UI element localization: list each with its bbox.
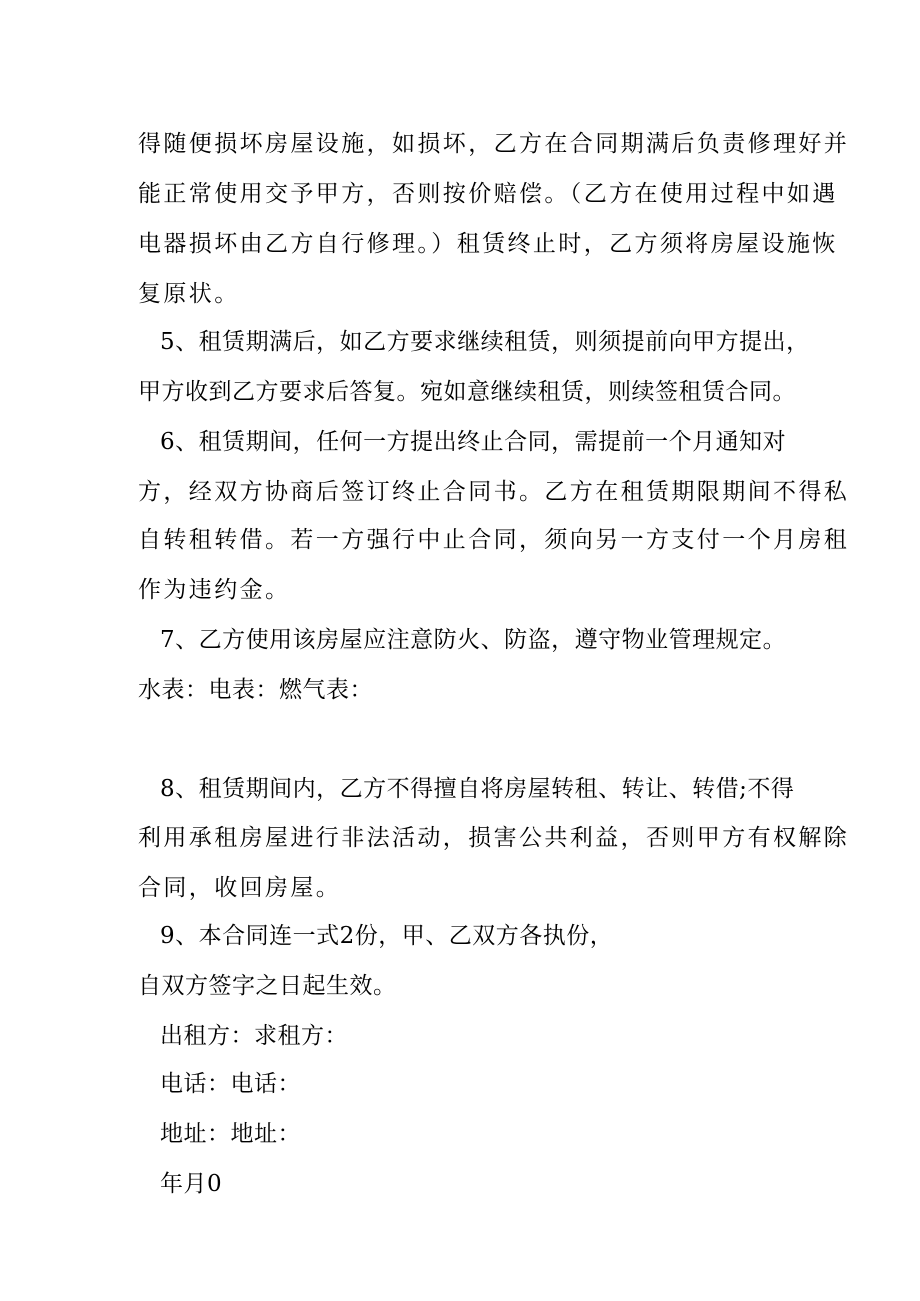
text-line: 6、租赁期间，任何一方提出终止合同，需提前一个月通知对 [160, 429, 787, 455]
text-line: 利用承租房屋进行非法活动，损害公共利益，否则甲方有权解除 [138, 825, 850, 851]
signature-phone-line: 电话：电话： [160, 1071, 301, 1097]
text-line: 甲方收到乙方要求后答复。宛如意继续租赁，则续签租赁合同。 [138, 379, 796, 405]
text-line: 自双方签字之日起生效。 [138, 973, 397, 999]
text-line: 电器损坏由乙方自行修理。）租赁终止时，乙方须将房屋设施恢 [138, 231, 838, 257]
signature-address-line: 地址：地址： [160, 1121, 301, 1147]
text-line: 方，经双方协商后签订终止合同书。乙方在租赁期限期间不得私 [138, 479, 850, 505]
text-line: 7、乙方使用该房屋应注意防火、防盗，遵守物业管理规定。 [160, 627, 787, 653]
text-line: 合同，收回房屋。 [138, 875, 342, 901]
text-line: 能正常使用交予甲方，否则按价赔偿。（乙方在使用过程中如遇 [138, 181, 838, 207]
signature-date-line: 年月0 [160, 1171, 223, 1197]
text-line: 水表：电表：燃气表： [138, 677, 373, 703]
text-line: 作为违约金。 [138, 577, 291, 603]
signature-party-line: 出租方：求租方： [160, 1023, 348, 1049]
text-line: 9、本合同连一式2份，甲、乙双方各执份， [160, 923, 614, 949]
text-line: 8、租赁期间内，乙方不得擅自将房屋转租、转让、转借;不得 [160, 776, 795, 802]
text-line: 自转租转借。若一方强行中止合同，须向另一方支付一个月房租 [138, 527, 850, 553]
text-line: 复原状。 [138, 281, 240, 307]
text-line: 5、租赁期满后，如乙方要求继续租赁，则须提前向甲方提出， [160, 329, 810, 355]
text-line: 得随便损坏房屋设施，如损坏，乙方在合同期满后负责修理好并 [138, 131, 850, 157]
